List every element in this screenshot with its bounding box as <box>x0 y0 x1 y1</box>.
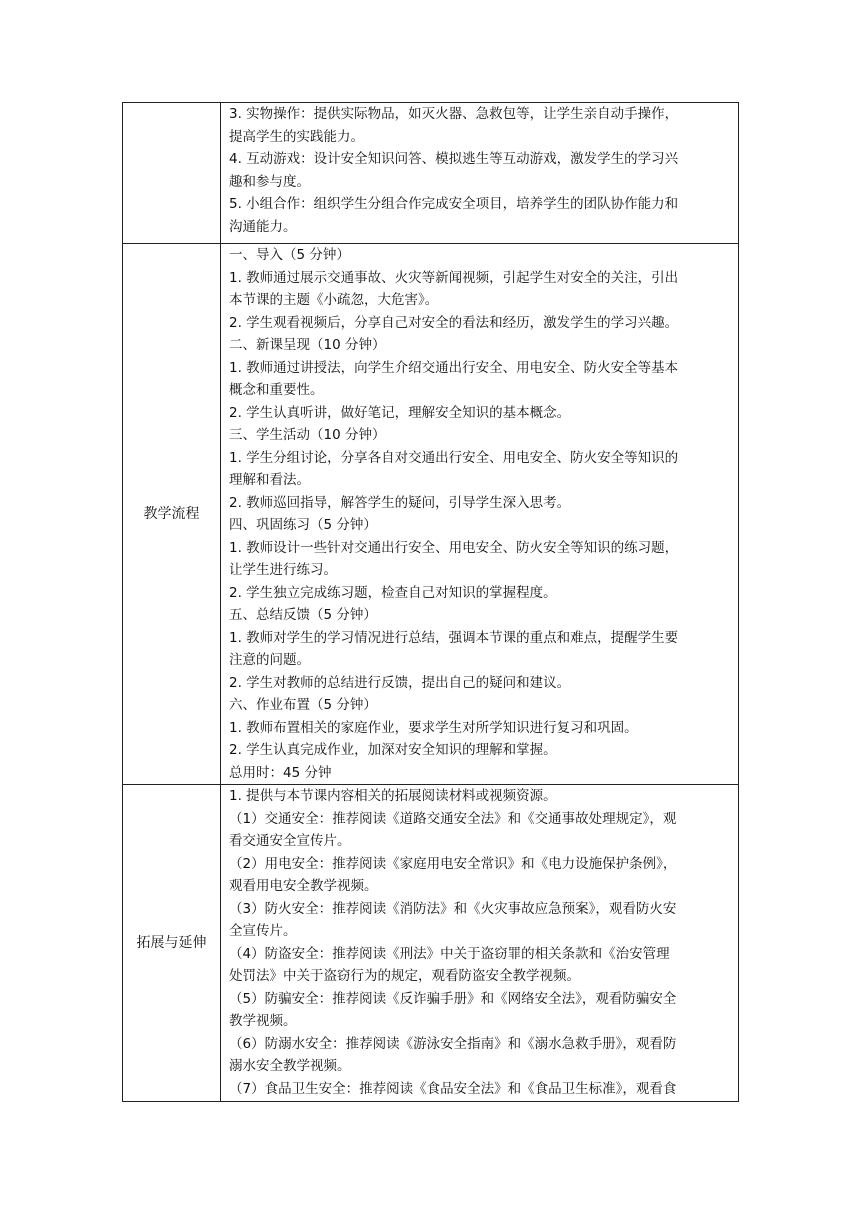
section-heading: 六、作业布置（5 分钟） <box>229 697 377 713</box>
text-line: 注意的问题。 <box>229 652 310 668</box>
row-content-cell <box>221 785 739 1102</box>
section-heading: 五、总结反馈（5 分钟） <box>229 607 377 623</box>
text-line: （4）防盗安全：推荐阅读《刑法》中关于盗窃罪的相关条款和《治安管理 <box>229 945 670 962</box>
row-content-cell <box>221 244 739 785</box>
text-line: （3）防火安全：推荐阅读《消防法》和《火灾事故应急预案》，观看防火安 <box>229 900 677 917</box>
text-line: 2. 学生独立完成练习题，检查自己对知识的掌握程度。 <box>229 584 557 601</box>
table-row-teaching-process <box>123 244 739 785</box>
text-line: 1. 教师布置相关的家庭作业，要求学生对所学知识进行复习和巩固。 <box>229 719 638 736</box>
row-label-cell <box>123 785 221 1102</box>
text-line: 2. 学生对教师的总结进行反馈，提出自己的疑问和建议。 <box>229 674 571 691</box>
text-line: 5. 小组合作：组织学生分组合作完成安全项目，培养学生的团队协作能力和 <box>229 196 679 212</box>
row-label-cell <box>123 244 221 785</box>
text-line: （2）用电安全：推荐阅读《家庭用电安全常识》和《电力设施保护条例》， <box>229 855 677 872</box>
text-line: 概念和重要性。 <box>229 382 324 398</box>
text-line: 教学视频。 <box>229 1013 297 1029</box>
row-label-cell <box>123 103 221 244</box>
text-line: （5）防骗安全：推荐阅读《反诈骗手册》和《网络安全法》，观看防骗安全 <box>229 990 677 1007</box>
table-row-extension <box>123 785 739 1102</box>
text-line: 2. 教师巡回指导，解答学生的疑问，引导学生深入思考。 <box>229 494 571 511</box>
row-content-cell <box>221 103 739 244</box>
text-line: 2. 学生认真完成作业，加深对安全知识的理解和掌握。 <box>229 742 557 758</box>
text-line: 理解和看法。 <box>229 472 310 488</box>
text-line: 提高学生的实践能力。 <box>229 128 364 145</box>
text-line: 1. 教师对学生的学习情况进行总结，强调本节课的重点和难点，提醒学生要 <box>229 629 679 646</box>
text-line: 观看用电安全教学视频。 <box>229 878 378 894</box>
text-line: 2. 学生认真听讲，做好笔记，理解安全知识的基本概念。 <box>229 404 571 421</box>
text-line: 看交通安全宣传片。 <box>229 833 351 849</box>
text-line: （1）交通安全：推荐阅读《道路交通安全法》和《交通事故处理规定》，观 <box>229 810 677 827</box>
section-heading: 一、导入（5 分钟） <box>229 247 350 263</box>
section-heading: 三、学生活动（10 分钟） <box>229 427 386 443</box>
text-line: 沟通能力。 <box>229 218 297 235</box>
table-row-teaching-methods <box>123 103 739 244</box>
text-line: （7）食品卫生安全：推荐阅读《食品安全法》和《食品卫生标准》，观看食 <box>229 1080 677 1097</box>
row-label-extension: 拓展与延伸 <box>136 935 207 951</box>
text-line: 趣和参与度。 <box>229 173 310 190</box>
text-line: 处罚法》中关于盗窃行为的规定，观看防盗安全教学视频。 <box>229 968 580 984</box>
section-heading: 四、巩固练习（5 分钟） <box>229 517 377 533</box>
text-line: （6）防溺水安全：推荐阅读《游泳安全指南》和《溺水急救手册》，观看防 <box>229 1035 677 1052</box>
text-line: 溺水安全教学视频。 <box>229 1058 351 1074</box>
text-line: 1. 教师通过展示交通事故、火灾等新闻视频，引起学生对安全的关注，引出 <box>229 269 679 286</box>
text-line: 本节课的主题《小疏忽，大危害》。 <box>229 292 439 308</box>
text-line: 1. 学生分组讨论，分享各自对交通出行安全、用电安全、防火安全等知识的 <box>229 449 679 466</box>
text-line: 1. 教师设计一些针对交通出行安全、用电安全、防火安全等知识的练习题， <box>229 539 679 556</box>
text-line: 1. 提供与本节课内容相关的拓展阅读材料或视频资源。 <box>229 788 557 804</box>
text-line: 1. 教师通过讲授法，向学生介绍交通出行安全、用电安全、防火安全等基本 <box>229 359 679 376</box>
text-line: 4. 互动游戏：设计安全知识问答、模拟逃生等互动游戏，激发学生的学习兴 <box>229 151 679 167</box>
total-time: 总用时：45 分钟 <box>229 764 332 781</box>
text-line: 让学生进行练习。 <box>229 562 337 578</box>
text-line: 全宣传片。 <box>229 923 297 939</box>
section-heading: 二、新课呈现（10 分钟） <box>229 337 386 353</box>
text-line: 2. 学生观看视频后，分享自己对安全的看法和经历，激发学生的学习兴趣。 <box>229 314 679 331</box>
text-line: 3. 实物操作：提供实际物品，如灭火器、急救包等，让学生亲自动手操作， <box>229 106 679 122</box>
row-label-teaching-process: 教学流程 <box>143 506 200 522</box>
lesson-plan-table <box>122 102 739 1102</box>
